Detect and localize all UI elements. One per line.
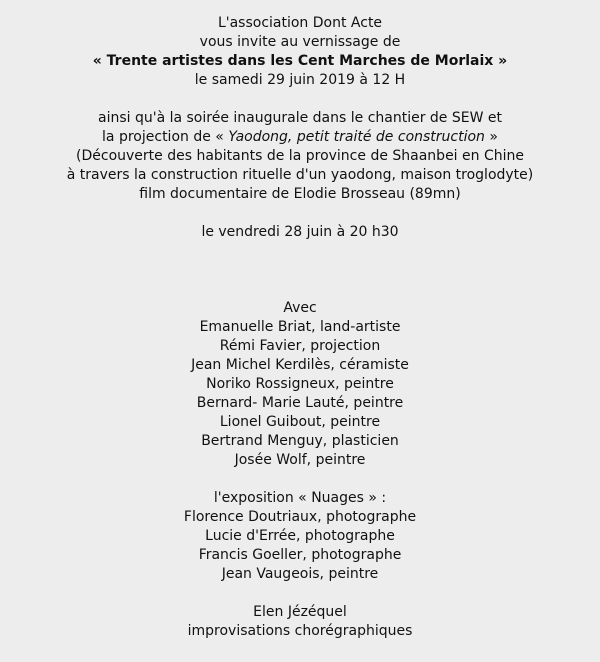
photographer-item: Francis Goeller, photographe [198, 547, 402, 563]
film-credit: film documentaire de Elodie Brosseau (89mn) [139, 186, 461, 202]
artist-item: Bertrand Menguy, plasticien [201, 433, 399, 449]
film-title: Yaodong, petit traité de construction [228, 129, 485, 145]
artist-item: Jean Michel Kerdilès, céramiste [191, 357, 409, 373]
film-description-line-1: (Découverte des habitants de la province de Shaanbei en Chine [76, 148, 524, 164]
vernissage-date: le samedi 29 juin 2019 à 12 H [194, 72, 406, 88]
spacer [0, 204, 600, 223]
artist-item: Lionel Guibout, peintre [219, 414, 381, 430]
projection-prefix: la projection de « [102, 129, 229, 145]
photographer-item: Lucie d'Errée, photographe [205, 528, 395, 544]
spacer [0, 470, 600, 489]
quote-open: « [92, 53, 107, 69]
soiree-date: le vendredi 28 juin à 20 h30 [201, 224, 399, 240]
soiree-line-1: ainsi qu'à la soirée inaugurale dans le chantier de SEW et [97, 110, 502, 126]
performer-name: Elen Jézéquel [253, 604, 347, 620]
photographer-item: Jean Vaugeois, peintre [221, 566, 379, 582]
nuages-heading: l'exposition « Nuages » : [213, 490, 387, 506]
artist-item: Noriko Rossigneux, peintre [206, 376, 394, 392]
exhibition-title-line [0, 52, 600, 71]
spacer [0, 90, 600, 109]
artist-item: Josée Wolf, peintre [234, 452, 366, 468]
photographer-item: Florence Doutriaux, photographe [183, 509, 417, 525]
projection-suffix: » [484, 129, 498, 145]
spacer [0, 584, 600, 603]
artist-item: Emanuelle Briat, land-artiste [199, 319, 401, 335]
artists-heading: Avec [283, 300, 317, 316]
soiree-line-2 [0, 128, 600, 147]
invitation-line: vous invite au vernissage de [199, 34, 401, 50]
artist-item: Rémi Favier, projection [219, 338, 381, 354]
film-description-line-2: à travers la construction rituelle d'un yaodong, maison troglodyte) [66, 167, 534, 183]
spacer [0, 242, 600, 299]
artist-item: Bernard- Marie Lauté, peintre [196, 395, 404, 411]
performance-description: improvisations chorégraphiques [187, 623, 413, 639]
exhibition-title: Trente artistes dans les Cent Marches de Morlaix [106, 53, 494, 69]
association-name: L'association Dont Acte [217, 15, 383, 31]
quote-close: » [493, 53, 508, 69]
